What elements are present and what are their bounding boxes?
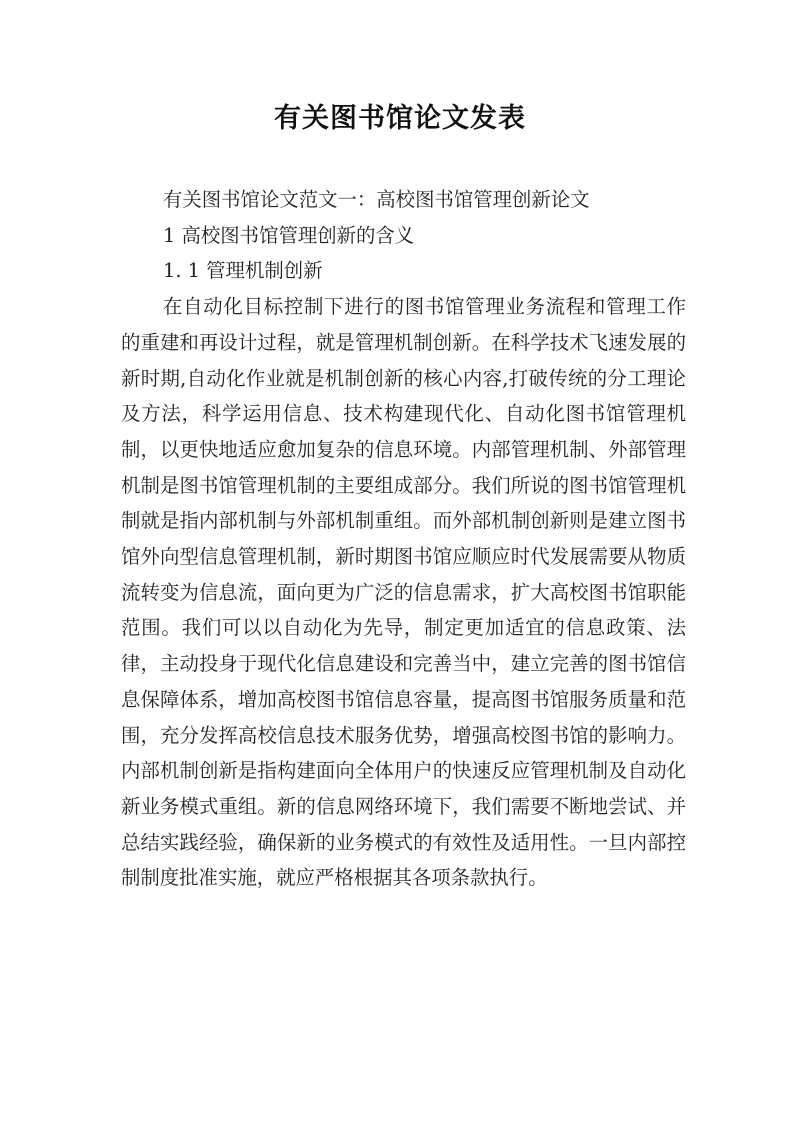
section-heading: 1 高校图书馆管理创新的含义 xyxy=(163,223,415,247)
document-title: 有关图书馆论文发表 xyxy=(274,103,526,134)
subsection-heading: 1. 1 管理机制创新 xyxy=(163,259,323,283)
body-paragraph: 在自动化目标控制下进行的图书馆管理业务流程和管理工作的重建和再设计过程，就是管理机制创新。在科学技术飞速发展的新时期,自动化作业就是机制创新的核心内容,打破传统的分工理论及方法，科学运用信息、技术构建现代化、自动化图书馆管理机制，以更快地适应愈加复杂的信息环境。内部管理机制、外部管理机制是图书馆管理机制的主要组成部分。我们所说的图书馆管理机制就是指内部机制与外部机制重组。而外部机制创新则是建立图书馆外向型信息管理机制，新时期图书馆应顺应时代发展需要从物质流转变为信息流，面向更为广泛的信息需求，扩大高校图书馆职能范围。我们可以以自动化为先导，制定更加适宜的信息政策、法律，主动投身于现代化信息建设和完善当中，建立完善的图书馆信息保障体系，增加高校图书馆信息容量，提高图书馆服务质量和范围，充分发挥高校信息技术服务优势，增强高校图书馆的影响力。内部机制创新是指构建面向全体用户的快速反应管理机制及自动化新业务模式重组。新的信息网络环境下，我们需要不断地尝试、并总结实践经验，确保新的业务模式的有效性及适用性。一旦内部控制制度批准实施，就应严格根据其各项条款执行。 xyxy=(121,295,686,890)
article-subtitle: 有关图书馆论文范文一：高校图书馆管理创新论文 xyxy=(163,188,590,211)
document-body xyxy=(121,182,686,896)
